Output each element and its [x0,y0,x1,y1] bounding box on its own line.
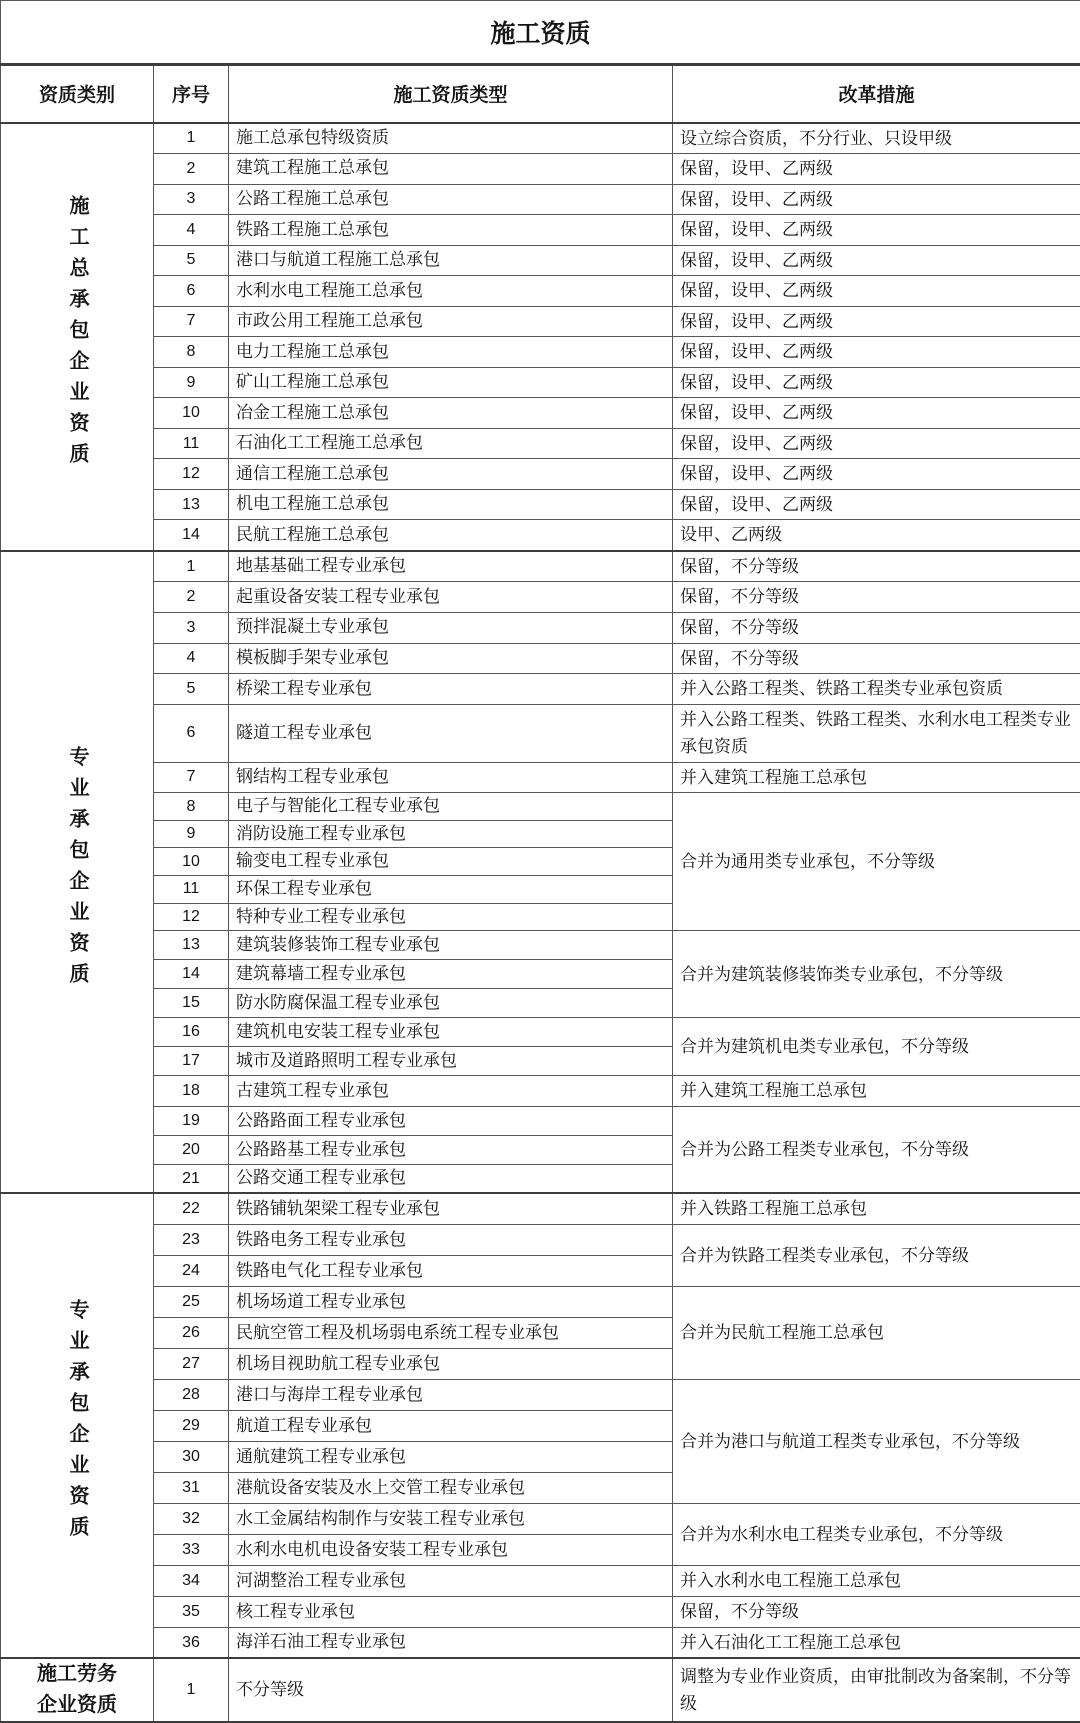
qualification-type-cell: 机电工程施工总承包 [229,489,673,520]
col-header-index: 序号 [154,65,229,123]
row-index-cell: 15 [154,989,229,1018]
row-index-cell: 1 [154,123,229,154]
reform-measure-cell: 合并为建筑机电类专业承包，不分等级 [673,1018,1080,1076]
row-index-cell: 34 [154,1565,229,1596]
reform-measure-cell: 保留，设甲、乙两级 [673,367,1080,398]
table-row [1,762,1080,793]
row-index-cell: 11 [154,876,229,904]
qualification-type-cell: 桥梁工程专业承包 [229,674,673,705]
category-label: 施工总承包企业资质 [67,195,87,474]
row-index-cell: 27 [154,1348,229,1379]
reform-measure-cell: 保留，设甲、乙两级 [673,337,1080,368]
reform-measure-cell: 保留，设甲、乙两级 [673,184,1080,215]
qualification-type-cell: 防水防腐保温工程专业承包 [229,989,673,1018]
qualification-type-cell: 公路交通工程专业承包 [229,1164,673,1193]
qualification-type-cell: 建筑机电安装工程专业承包 [229,1018,673,1047]
row-index-cell: 10 [154,398,229,429]
reform-measure-cell: 合并为建筑装修装饰类专业承包，不分等级 [673,931,1080,1018]
col-header-measure: 改革措施 [673,65,1080,123]
qualification-type-cell: 市政公用工程施工总承包 [229,306,673,337]
qualification-type-cell: 港口与航道工程施工总承包 [229,245,673,276]
row-index-cell: 16 [154,1018,229,1047]
table-row [1,459,1080,490]
qualification-type-cell: 消防设施工程专业承包 [229,820,673,848]
reform-measure-cell: 合并为民航工程施工总承包 [673,1286,1080,1379]
table-row [1,1224,1080,1255]
table-title: 施工资质 [1,1,1080,65]
reform-measure-cell: 保留，设甲、乙两级 [673,215,1080,246]
reform-measure-cell: 并入水利水电工程施工总承包 [673,1565,1080,1596]
row-index-cell: 23 [154,1224,229,1255]
category-label: 专业承包企业资质 [67,1299,87,1547]
col-header-category: 资质类别 [1,65,154,123]
table-row [1,123,1080,154]
qualification-type-cell: 水工金属结构制作与安装工程专业承包 [229,1503,673,1534]
row-index-cell: 3 [154,184,229,215]
row-index-cell: 10 [154,848,229,876]
qualification-type-cell: 民航工程施工总承包 [229,520,673,551]
row-index-cell: 36 [154,1627,229,1658]
qualification-type-cell: 环保工程专业承包 [229,876,673,904]
table-row [1,613,1080,644]
qualification-type-cell: 预拌混凝土专业承包 [229,613,673,644]
qualification-type-cell: 民航空管工程及机场弱电系统工程专业承包 [229,1317,673,1348]
reform-measure-cell: 并入公路工程类、铁路工程类、水利水电工程类专业承包资质 [673,704,1080,762]
qualification-type-cell: 水利水电机电设备安装工程专业承包 [229,1534,673,1565]
reform-measure-cell: 并入公路工程类、铁路工程类专业承包资质 [673,674,1080,705]
qualification-type-cell: 矿山工程施工总承包 [229,367,673,398]
reform-measure-cell: 保留，设甲、乙两级 [673,306,1080,337]
qualification-type-cell: 钢结构工程专业承包 [229,762,673,793]
row-index-cell: 7 [154,762,229,793]
row-index-cell: 32 [154,1503,229,1534]
row-index-cell: 21 [154,1164,229,1193]
reform-measure-cell: 保留，设甲、乙两级 [673,398,1080,429]
qualification-type-cell: 隧道工程专业承包 [229,704,673,762]
row-index-cell: 11 [154,428,229,459]
row-index-cell: 24 [154,1255,229,1286]
table-row [1,398,1080,429]
row-index-cell: 33 [154,1534,229,1565]
row-index-cell: 5 [154,245,229,276]
qualification-type-cell: 电力工程施工总承包 [229,337,673,368]
table-row [1,1596,1080,1627]
qualification-type-cell: 通航建筑工程专业承包 [229,1441,673,1472]
reform-measure-cell: 保留，设甲、乙两级 [673,276,1080,307]
row-index-cell: 13 [154,489,229,520]
reform-measure-cell: 合并为港口与航道工程类专业承包，不分等级 [673,1379,1080,1503]
table-row [1,551,1080,582]
row-index-cell: 20 [154,1135,229,1164]
qualification-type-cell: 河湖整治工程专业承包 [229,1565,673,1596]
table-row [1,428,1080,459]
table-row [1,1018,1080,1047]
row-index-cell: 25 [154,1286,229,1317]
qualification-type-cell: 特种专业工程专业承包 [229,903,673,931]
qualification-type-cell: 公路路面工程专业承包 [229,1106,673,1135]
row-index-cell: 35 [154,1596,229,1627]
qualification-type-cell: 通信工程施工总承包 [229,459,673,490]
reform-measure-cell: 并入建筑工程施工总承包 [673,762,1080,793]
qualification-type-cell: 城市及道路照明工程专业承包 [229,1047,673,1076]
reform-measure-cell: 调整为专业作业资质，由审批制改为备案制，不分等级 [673,1658,1080,1722]
reform-measure-cell: 合并为通用类专业承包，不分等级 [673,793,1080,931]
reform-measure-cell: 保留，设甲、乙两级 [673,459,1080,490]
qualification-type-cell: 铁路电务工程专业承包 [229,1224,673,1255]
table-row [1,276,1080,307]
qualification-type-cell: 起重设备安装工程专业承包 [229,582,673,613]
row-index-cell: 31 [154,1472,229,1503]
table-row [1,1379,1080,1410]
header-row [1,65,1080,123]
row-index-cell: 22 [154,1193,229,1224]
row-index-cell: 2 [154,154,229,185]
qualification-type-cell: 核工程专业承包 [229,1596,673,1627]
reform-measure-cell: 保留，不分等级 [673,1596,1080,1627]
title-row [1,1,1080,65]
row-index-cell: 9 [154,820,229,848]
reform-measure-cell: 合并为水利水电工程类专业承包，不分等级 [673,1503,1080,1565]
reform-measure-cell: 保留，设甲、乙两级 [673,489,1080,520]
qualification-type-cell: 海洋石油工程专业承包 [229,1627,673,1658]
table-row [1,1658,1080,1722]
row-index-cell: 28 [154,1379,229,1410]
table-row [1,184,1080,215]
table-row [1,643,1080,674]
qualification-type-cell: 铁路工程施工总承包 [229,215,673,246]
reform-measure-cell: 保留，设甲、乙两级 [673,428,1080,459]
row-index-cell: 4 [154,215,229,246]
table-row [1,1503,1080,1534]
row-index-cell: 9 [154,367,229,398]
row-index-cell: 30 [154,1441,229,1472]
row-index-cell: 17 [154,1047,229,1076]
qualification-type-cell: 模板脚手架专业承包 [229,643,673,674]
table-row [1,306,1080,337]
qualification-type-cell: 机场目视助航工程专业承包 [229,1348,673,1379]
reform-measure-cell: 保留，不分等级 [673,613,1080,644]
table-row [1,674,1080,705]
reform-measure-cell: 设甲、乙两级 [673,520,1080,551]
reform-measure-cell: 保留，不分等级 [673,643,1080,674]
qualification-type-cell: 航道工程专业承包 [229,1410,673,1441]
table-row [1,704,1080,762]
qualification-type-cell: 电子与智能化工程专业承包 [229,793,673,821]
row-index-cell: 1 [154,1658,229,1722]
table-row [1,582,1080,613]
reform-measure-cell: 保留，不分等级 [673,551,1080,582]
qualification-type-cell: 输变电工程专业承包 [229,848,673,876]
category-cell [1,551,154,1193]
table-row [1,367,1080,398]
reform-measure-cell: 合并为铁路工程类专业承包，不分等级 [673,1224,1080,1286]
reform-measure-cell: 并入铁路工程施工总承包 [673,1193,1080,1224]
row-index-cell: 5 [154,674,229,705]
row-index-cell: 26 [154,1317,229,1348]
table-body [1,123,1080,1723]
row-index-cell: 12 [154,459,229,490]
table-row [1,793,1080,821]
qualification-type-cell: 古建筑工程专业承包 [229,1076,673,1107]
row-index-cell: 4 [154,643,229,674]
table-row [1,1286,1080,1317]
table-row [1,215,1080,246]
table-row [1,154,1080,185]
table-row [1,1193,1080,1224]
category-cell [1,123,154,551]
qualification-type-cell: 石油化工工程施工总承包 [229,428,673,459]
qualification-type-cell: 机场场道工程专业承包 [229,1286,673,1317]
qualification-type-cell: 公路工程施工总承包 [229,184,673,215]
qualification-type-cell: 建筑工程施工总承包 [229,154,673,185]
reform-measure-cell: 保留，设甲、乙两级 [673,154,1080,185]
row-index-cell: 6 [154,276,229,307]
qualification-type-cell: 公路路基工程专业承包 [229,1135,673,1164]
reform-measure-cell: 并入建筑工程施工总承包 [673,1076,1080,1107]
row-index-cell: 12 [154,903,229,931]
row-index-cell: 8 [154,337,229,368]
reform-measure-cell: 保留，不分等级 [673,582,1080,613]
col-header-type: 施工资质类型 [229,65,673,123]
table-row [1,520,1080,551]
table-row [1,931,1080,960]
row-index-cell: 13 [154,931,229,960]
qualification-type-cell: 施工总承包特级资质 [229,123,673,154]
reform-measure-cell: 保留，设甲、乙两级 [673,245,1080,276]
row-index-cell: 14 [154,520,229,551]
reform-measure-cell: 并入石油化工工程施工总承包 [673,1627,1080,1658]
qualification-type-cell: 建筑幕墙工程专业承包 [229,960,673,989]
category-label: 专业承包企业资质 [67,746,87,994]
row-index-cell: 29 [154,1410,229,1441]
qualification-type-cell: 水利水电工程施工总承包 [229,276,673,307]
row-index-cell: 8 [154,793,229,821]
table-row [1,1627,1080,1658]
row-index-cell: 14 [154,960,229,989]
table-row [1,337,1080,368]
qualification-type-cell: 冶金工程施工总承包 [229,398,673,429]
table-row [1,1106,1080,1135]
qualification-type-cell: 港口与海岸工程专业承包 [229,1379,673,1410]
category-cell [1,1658,154,1722]
reform-measure-cell: 设立综合资质，不分行业、只设甲级 [673,123,1080,154]
qualification-type-cell: 建筑装修装饰工程专业承包 [229,931,673,960]
reform-measure-cell: 合并为公路工程类专业承包，不分等级 [673,1106,1080,1193]
row-index-cell: 2 [154,582,229,613]
qualification-type-cell: 不分等级 [229,1658,673,1722]
row-index-cell: 3 [154,613,229,644]
row-index-cell: 7 [154,306,229,337]
row-index-cell: 6 [154,704,229,762]
table-row [1,489,1080,520]
qualification-type-cell: 铁路电气化工程专业承包 [229,1255,673,1286]
table-row [1,1076,1080,1107]
table-row [1,1565,1080,1596]
qualification-type-cell: 地基基础工程专业承包 [229,551,673,582]
row-index-cell: 18 [154,1076,229,1107]
row-index-cell: 1 [154,551,229,582]
row-index-cell: 19 [154,1106,229,1135]
table-row [1,245,1080,276]
qualification-type-cell: 铁路铺轨架梁工程专业承包 [229,1193,673,1224]
category-cell [1,1193,154,1658]
qualification-type-cell: 港航设备安装及水上交管工程专业承包 [229,1472,673,1503]
category-label: 施工劳务企业资质 [29,1659,125,1721]
